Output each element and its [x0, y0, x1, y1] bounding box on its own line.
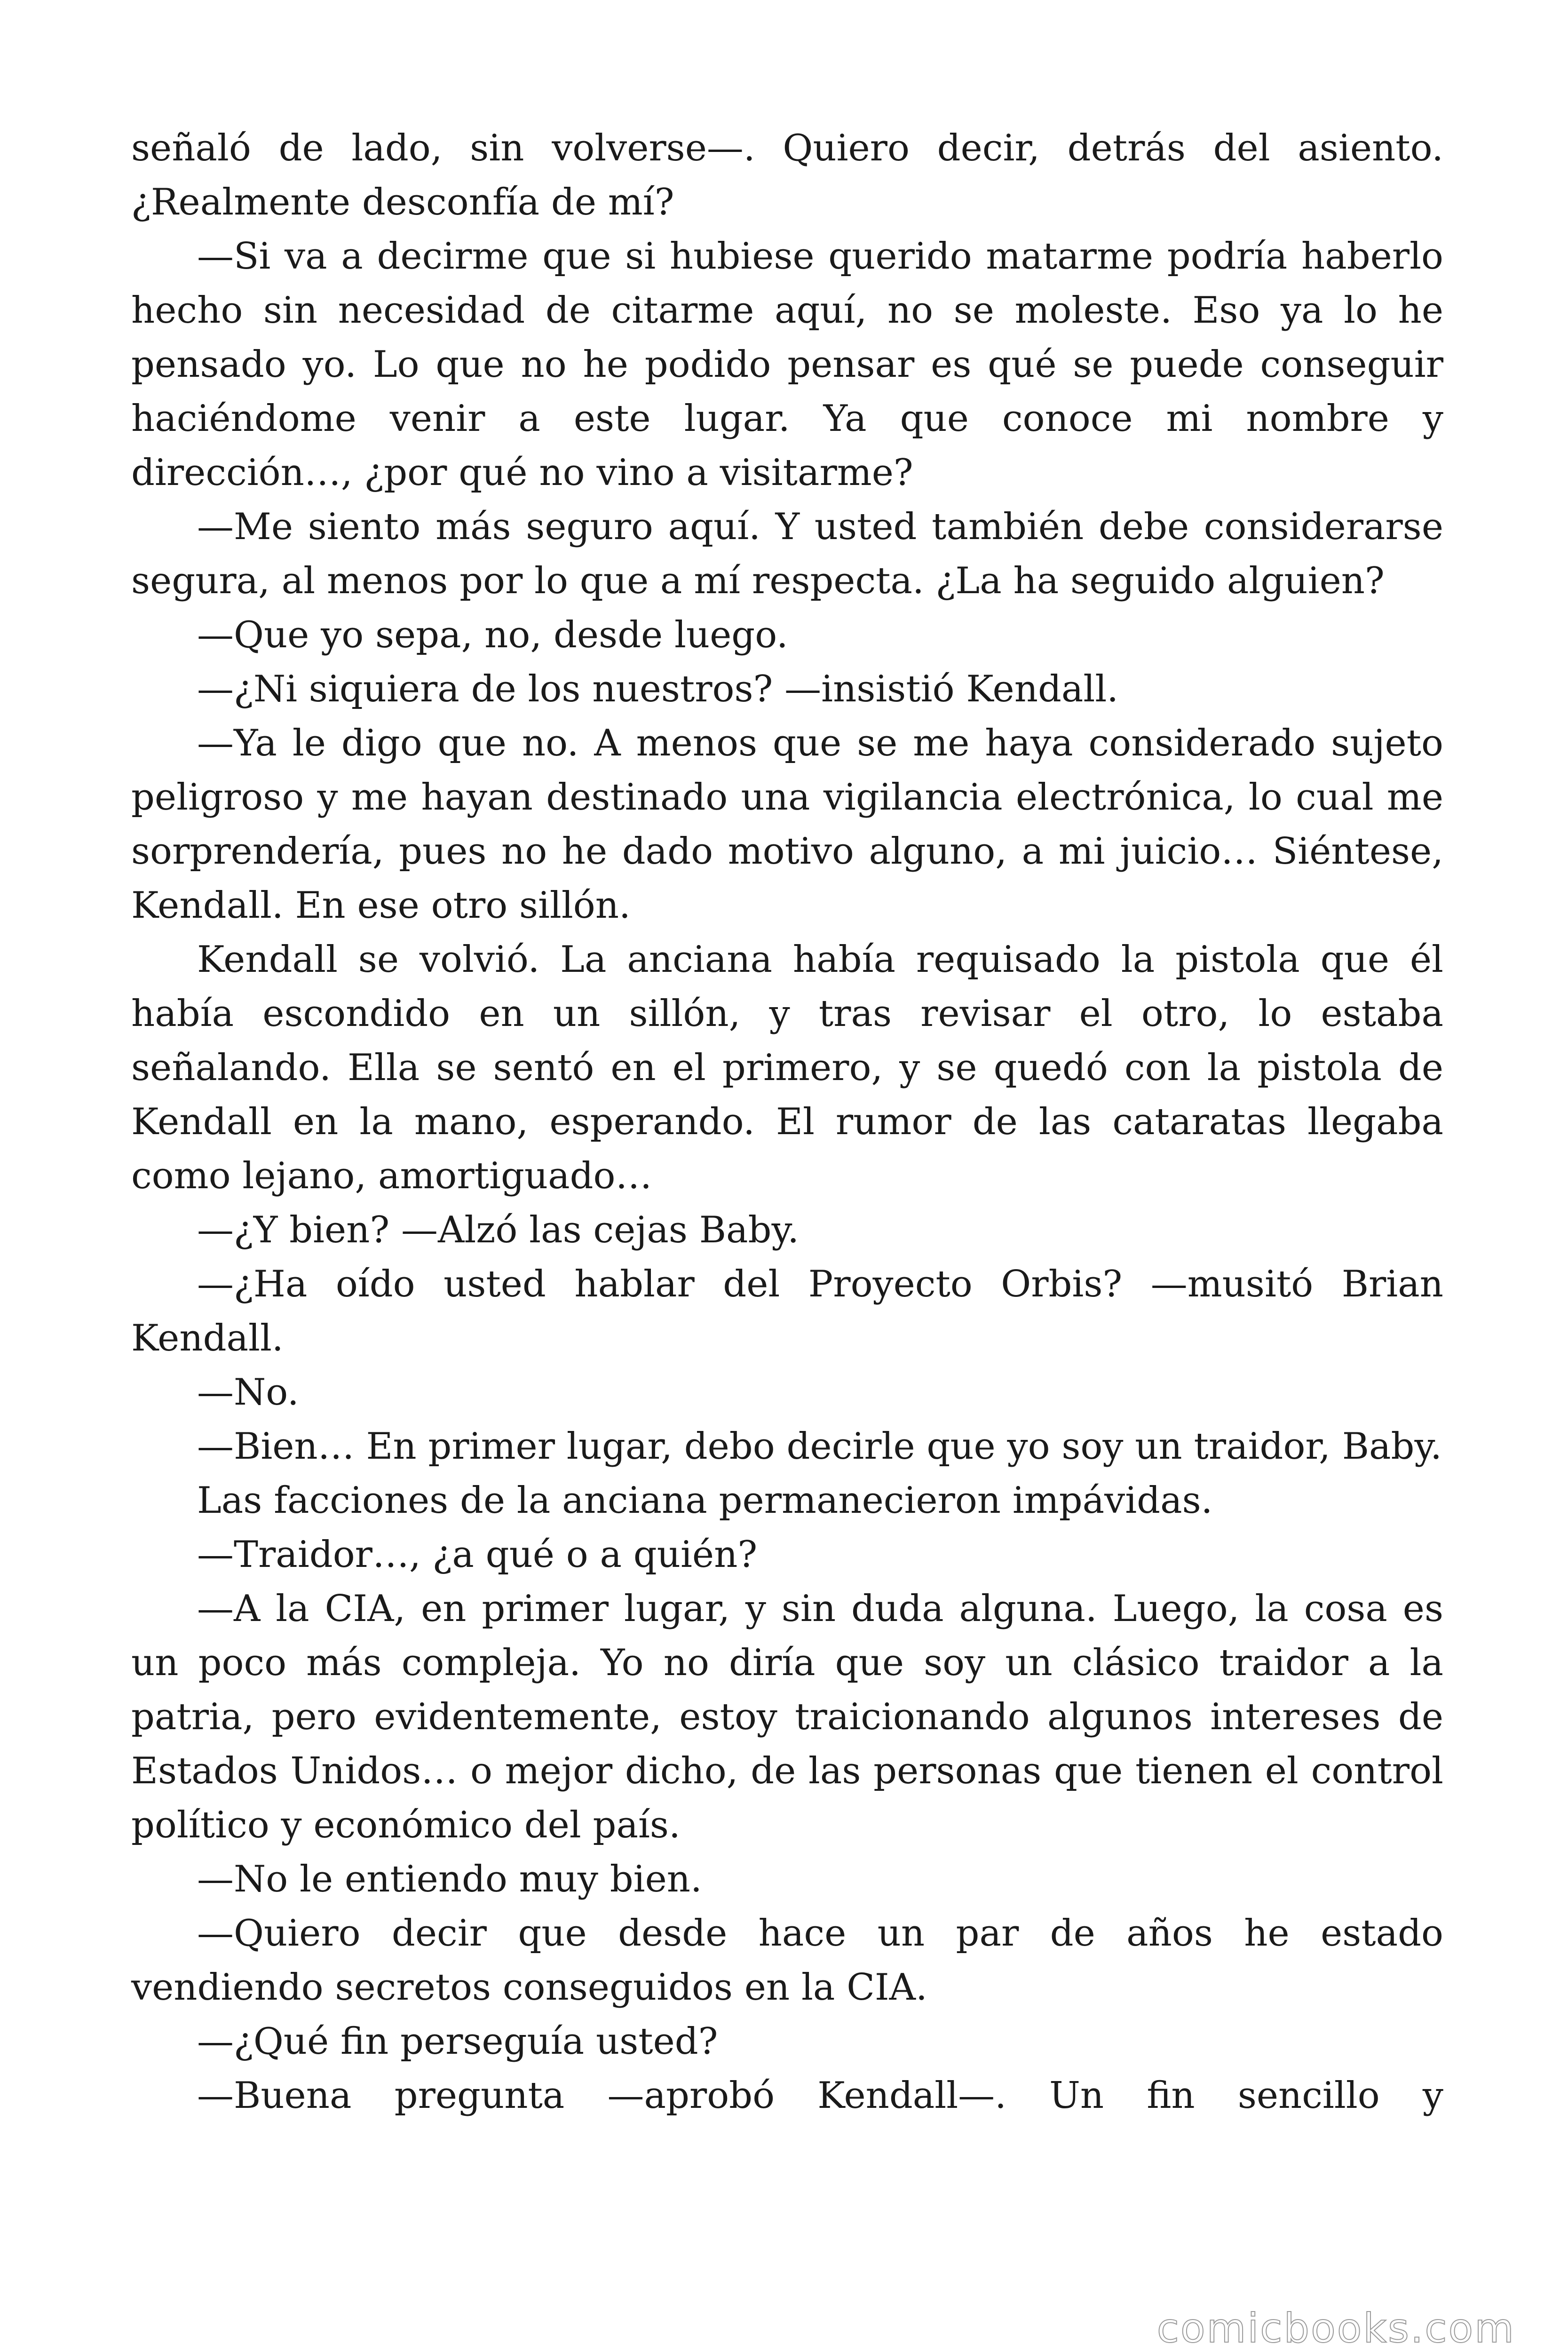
paragraph-8: —¿Y bien? —Alzó las cejas Baby.	[197, 1209, 799, 1251]
paragraph-6: —Ya le digo que no. A menos que se me haya considerado sujeto peligroso y me hayan destinado una vigilancia electrónica, lo cual me sorprendería, pues no he dado motivo alguno, a mi juicio… Siéntese, Kendall. En ese otro sillón.	[131, 722, 1443, 927]
book-page-body	[131, 121, 1443, 2123]
paragraph-18: —Buena pregunta —aprobó Kendall—. Un fin sencillo y	[197, 2074, 1443, 2117]
paragraph-13: —Traidor…, ¿a qué o a quién?	[197, 1534, 758, 1576]
paragraph-5: —¿Ni siquiera de los nuestros? —insistió Kendall.	[197, 668, 1119, 710]
paragraph-16: —Quiero decir que desde hace un par de años he estado vendiendo secretos conseguidos en la CIA.	[131, 1912, 1443, 2009]
paragraph-4: —Que yo sepa, no, desde luego.	[197, 614, 788, 656]
paragraph-3: —Me siento más seguro aquí. Y usted también debe considerarse segura, al menos por lo que a mí respecta. ¿La ha seguido alguien?	[131, 506, 1443, 602]
paragraph-9: —¿Ha oído usted hablar del Proyecto Orbis? —musitó Brian Kendall.	[131, 1263, 1443, 1359]
watermark-text: comicbooks.com	[1156, 2305, 1515, 2352]
paragraph-10: —No.	[197, 1371, 299, 1414]
paragraph-2: —Si va a decirme que si hubiese querido matarme podría haberlo hecho sin necesidad de citarme aquí, no se moleste. Eso ya lo he pensado yo. Lo que no he podido pensar es qué se puede conseguir haciéndome venir a este lugar. Ya que conoce mi nombre y dirección…, ¿por qué no vino a visitarme?	[131, 235, 1443, 494]
paragraph-17: —¿Qué fin perseguía usted?	[197, 2020, 718, 2063]
paragraph-12: Las facciones de la anciana permanecieron impávidas.	[197, 1479, 1213, 1522]
paragraph-15: —No le entiendo muy bien.	[197, 1858, 702, 1900]
paragraph-11: —Bien… En primer lugar, debo decirle que yo soy un traidor, Baby.	[197, 1425, 1442, 1468]
paragraph-1: señaló de lado, sin volverse—. Quiero decir, detrás del asiento. ¿Realmente desconfía de mí?	[131, 127, 1443, 223]
paragraph-7: Kendall se volvió. La anciana había requisado la pistola que él había escondido en un sillón, y tras revisar el otro, lo estaba señalando. Ella se sentó en el primero, y se quedó con la pistola de Kendall en la mano, esperando. El rumor de las cataratas llegaba como lejano, amortiguado…	[131, 938, 1443, 1197]
paragraph-14: —A la CIA, en primer lugar, y sin duda alguna. Luego, la cosa es un poco más compleja. Yo no diría que soy un clásico traidor a la patria, pero evidentemente, estoy traicionando algunos intereses de Estados Unidos… o mejor dicho, de las personas que tienen el control político y económico del país.	[131, 1588, 1443, 1846]
